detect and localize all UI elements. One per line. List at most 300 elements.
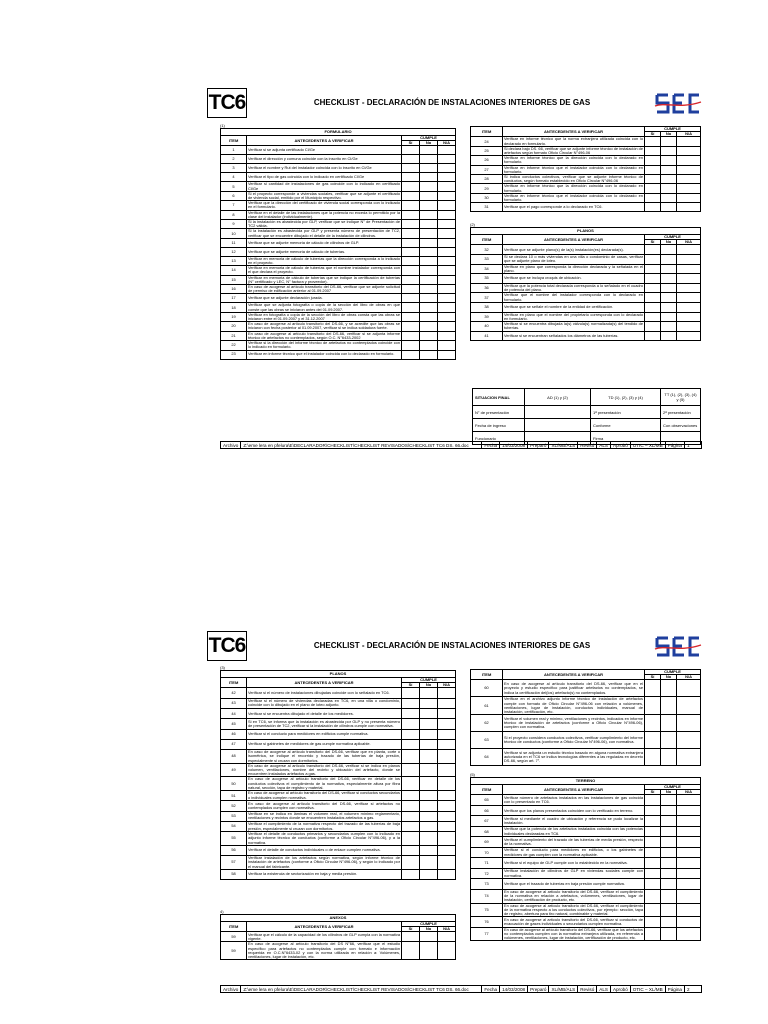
- checkbox-no[interactable]: [661, 302, 677, 312]
- checkbox-no[interactable]: [420, 709, 438, 719]
- checkbox-no[interactable]: [661, 826, 677, 837]
- checkbox-si[interactable]: [402, 220, 420, 229]
- checkbox-si[interactable]: [402, 294, 420, 303]
- checkbox-si[interactable]: [402, 312, 420, 321]
- page-footer: [220, 985, 702, 993]
- checkbox-na[interactable]: [438, 266, 456, 275]
- checkbox-na[interactable]: [438, 164, 456, 173]
- checkbox-na[interactable]: [677, 274, 701, 284]
- checkbox-na[interactable]: [438, 146, 456, 155]
- checkbox-na[interactable]: [438, 932, 456, 942]
- conforme-label: Conforme: [591, 419, 661, 432]
- checkbox-na[interactable]: [677, 156, 701, 165]
- item-number: 57: [221, 856, 247, 870]
- checkbox-si[interactable]: [645, 868, 661, 879]
- checkbox-si[interactable]: [645, 165, 661, 174]
- checkbox-na[interactable]: [677, 175, 701, 184]
- checkbox-no[interactable]: [420, 201, 438, 210]
- checkbox-si[interactable]: [402, 191, 420, 200]
- checkbox-no[interactable]: [661, 917, 677, 928]
- table-row: [221, 247, 456, 256]
- checkbox-si[interactable]: [402, 155, 420, 164]
- item-number: 9: [221, 220, 247, 229]
- checkbox-no[interactable]: [420, 220, 438, 229]
- checkbox-na[interactable]: [677, 749, 701, 766]
- checkbox-si[interactable]: [402, 238, 420, 247]
- checkbox-no[interactable]: [420, 739, 438, 749]
- checkbox-si[interactable]: [645, 264, 661, 274]
- checkbox-na[interactable]: [677, 165, 701, 174]
- table-row: [221, 942, 456, 960]
- checkbox-na[interactable]: [438, 341, 456, 350]
- checkbox-na[interactable]: [677, 868, 701, 879]
- checkbox-na[interactable]: [438, 777, 456, 791]
- table-row: [471, 274, 701, 284]
- checkbox-si[interactable]: [402, 285, 420, 294]
- checkbox-no[interactable]: [661, 889, 677, 903]
- checkbox-si[interactable]: [645, 203, 661, 212]
- checkbox-no[interactable]: [661, 795, 677, 806]
- checkbox-no[interactable]: [420, 210, 438, 219]
- checkbox-na[interactable]: [677, 805, 701, 816]
- checkbox-si[interactable]: [402, 719, 420, 729]
- checkbox-no[interactable]: [420, 350, 438, 359]
- col-si: Sí: [645, 240, 661, 245]
- checkbox-na[interactable]: [677, 331, 701, 341]
- checkbox-na[interactable]: [438, 719, 456, 729]
- checkbox-na[interactable]: [677, 837, 701, 848]
- item-text: En caso de acogerse al artículo transitorio del DS-66, verificar si se indica en planos volumen, ventilaciones, nombre del recinto y ubicación del artefacto, donde se encuentren instalados artefactos a gas.: [248, 763, 400, 777]
- checkbox-na[interactable]: [677, 903, 701, 917]
- table-row: [471, 193, 701, 202]
- checkbox-no[interactable]: [661, 203, 677, 212]
- item-text: Verificar si cantidad de instalaciones de gas coincide con lo indicado en certificado CI/Ge: [248, 181, 400, 191]
- checkbox-no[interactable]: [661, 312, 677, 322]
- checkbox-si[interactable]: [402, 932, 420, 942]
- checkbox-na[interactable]: [438, 312, 456, 321]
- checkbox-no[interactable]: [420, 303, 438, 312]
- checkbox-na[interactable]: [438, 791, 456, 801]
- checkbox-si[interactable]: [645, 146, 661, 155]
- checkbox-no[interactable]: [661, 927, 677, 941]
- checkbox-no[interactable]: [420, 777, 438, 791]
- checkbox-si[interactable]: [645, 156, 661, 165]
- checkbox-no[interactable]: [661, 165, 677, 174]
- item-number: 70: [471, 847, 503, 858]
- checkbox-no[interactable]: [420, 763, 438, 777]
- table-row: [471, 697, 701, 715]
- checkbox-na[interactable]: [438, 247, 456, 256]
- checkbox-si[interactable]: [402, 801, 420, 811]
- checkbox-si[interactable]: [645, 749, 661, 766]
- checkbox-si[interactable]: [402, 856, 420, 870]
- checkbox-na[interactable]: [438, 709, 456, 719]
- checkbox-no[interactable]: [420, 182, 438, 191]
- checkbox-no[interactable]: [420, 869, 438, 879]
- checkbox-no[interactable]: [420, 845, 438, 855]
- checkbox-no[interactable]: [420, 811, 438, 821]
- checkbox-si[interactable]: [645, 175, 661, 184]
- checkbox-si[interactable]: [645, 858, 661, 869]
- item-text: Verificar que el cálculo de la capacidad de los cilindros de GLP cumpla con la normativa vigente.: [248, 931, 400, 941]
- col-si: Sí: [645, 132, 661, 137]
- checkbox-no[interactable]: [420, 312, 438, 321]
- checkbox-no[interactable]: [420, 294, 438, 303]
- checkbox-no[interactable]: [661, 732, 677, 749]
- checkbox-si[interactable]: [402, 201, 420, 210]
- item-text: Verificar si el número de instalaciones dibujadas coincide con lo señalado en TC6.: [247, 688, 402, 698]
- checkbox-na[interactable]: [438, 811, 456, 821]
- checkbox-na[interactable]: [438, 238, 456, 247]
- checkbox-na[interactable]: [677, 146, 701, 155]
- checkbox-si[interactable]: [645, 847, 661, 858]
- checkbox-no[interactable]: [661, 837, 677, 848]
- table-anexos-cont: [470, 669, 701, 766]
- situacion-label: SITUACION FINAL: [473, 389, 525, 406]
- checkbox-no[interactable]: [661, 680, 677, 697]
- checkbox-na[interactable]: [677, 245, 701, 255]
- checkbox-na[interactable]: [438, 750, 456, 764]
- checkbox-na[interactable]: [438, 303, 456, 312]
- checkbox-no[interactable]: [420, 729, 438, 739]
- checkbox-no[interactable]: [420, 238, 438, 247]
- checkbox-no[interactable]: [420, 191, 438, 200]
- checkbox-no[interactable]: [420, 341, 438, 350]
- checkbox-na[interactable]: [677, 715, 701, 732]
- col-item: ITEM: [471, 670, 503, 680]
- checkbox-si[interactable]: [645, 732, 661, 749]
- checkbox-no[interactable]: [420, 801, 438, 811]
- checkbox-si[interactable]: [402, 729, 420, 739]
- checkbox-si[interactable]: [645, 274, 661, 284]
- table-row: [221, 182, 456, 191]
- checkbox-si[interactable]: [402, 182, 420, 191]
- checkbox-na[interactable]: [677, 917, 701, 928]
- checkbox-si[interactable]: [402, 709, 420, 719]
- item-number: 67: [471, 816, 503, 827]
- checkbox-si[interactable]: [645, 331, 661, 341]
- checkbox-na[interactable]: [438, 220, 456, 229]
- table-row: [221, 777, 456, 791]
- checkbox-no[interactable]: [420, 821, 438, 831]
- table-row: [221, 173, 456, 182]
- firma-label: Firma: [591, 432, 661, 445]
- checkbox-na[interactable]: [438, 201, 456, 210]
- checkbox-si[interactable]: [402, 845, 420, 855]
- checkbox-na[interactable]: [438, 845, 456, 855]
- item-number: 55: [221, 832, 247, 846]
- checkbox-no[interactable]: [661, 175, 677, 184]
- checkbox-si[interactable]: [402, 821, 420, 831]
- checkbox-no[interactable]: [661, 858, 677, 869]
- checkbox-na[interactable]: [677, 293, 701, 303]
- checkbox-na[interactable]: [438, 285, 456, 294]
- checkbox-si[interactable]: [645, 903, 661, 917]
- checkbox-no[interactable]: [420, 173, 438, 182]
- presentacion-value[interactable]: [525, 406, 591, 419]
- checkbox-na[interactable]: [677, 137, 701, 146]
- checkbox-si[interactable]: [402, 832, 420, 846]
- checkbox-na[interactable]: [438, 182, 456, 191]
- checkbox-na[interactable]: [438, 322, 456, 331]
- checkbox-na[interactable]: [438, 210, 456, 219]
- checkbox-no[interactable]: [661, 868, 677, 879]
- checkbox-no[interactable]: [420, 256, 438, 265]
- checkbox-no[interactable]: [661, 331, 677, 341]
- checkbox-na[interactable]: [438, 256, 456, 265]
- checkbox-no[interactable]: [420, 155, 438, 164]
- checkbox-si[interactable]: [402, 256, 420, 265]
- checkbox-no[interactable]: [420, 932, 438, 942]
- table-row: [471, 858, 701, 869]
- checkbox-si[interactable]: [645, 805, 661, 816]
- item-text: Verificar que se señale el nombre de la entidad de certificación.: [503, 302, 645, 312]
- checkbox-no[interactable]: [420, 750, 438, 764]
- checkbox-na[interactable]: [438, 856, 456, 870]
- checkbox-si[interactable]: [645, 816, 661, 827]
- checkbox-si[interactable]: [402, 942, 420, 960]
- checkbox-si[interactable]: [645, 184, 661, 193]
- item-text: Verificar si el conducto para medidores en edificios cumple normativa.: [247, 729, 402, 739]
- checkbox-na[interactable]: [438, 229, 456, 238]
- checkbox-no[interactable]: [661, 879, 677, 890]
- checkbox-no[interactable]: [661, 255, 677, 265]
- checkbox-na[interactable]: [677, 312, 701, 322]
- checkbox-si[interactable]: [402, 247, 420, 256]
- checkbox-no[interactable]: [420, 688, 438, 698]
- checkbox-si[interactable]: [645, 917, 661, 928]
- section-title: PLANOS: [221, 671, 456, 678]
- checkbox-na[interactable]: [677, 302, 701, 312]
- checkbox-na[interactable]: [677, 795, 701, 806]
- checkbox-na[interactable]: [438, 173, 456, 182]
- item-text: Verificar si el conducto para medidores en edificios, o los gabinetes de medidores de gas cumplen con la normativa aplicable.: [504, 847, 643, 857]
- checkbox-na[interactable]: [438, 739, 456, 749]
- checkbox-na[interactable]: [438, 763, 456, 777]
- item-number: 31: [471, 203, 503, 212]
- item-text: Verificar el dirección y comuna coincide con la inscrito en CI/Ge: [247, 155, 402, 164]
- checkbox-na[interactable]: [677, 255, 701, 265]
- fecha-ingreso-value[interactable]: [525, 419, 591, 432]
- item-number: 76: [471, 917, 503, 928]
- checkbox-na[interactable]: [677, 184, 701, 193]
- checkbox-na[interactable]: [677, 826, 701, 837]
- checkbox-si[interactable]: [402, 229, 420, 238]
- checkbox-na[interactable]: [677, 193, 701, 202]
- checkbox-si[interactable]: [645, 245, 661, 255]
- checkbox-na[interactable]: [677, 889, 701, 903]
- checkbox-na[interactable]: [438, 832, 456, 846]
- pagina-value: 1: [686, 443, 690, 448]
- checkbox-na[interactable]: [438, 688, 456, 698]
- checkbox-na[interactable]: [438, 294, 456, 303]
- checkbox-na[interactable]: [438, 275, 456, 284]
- checkbox-no[interactable]: [661, 749, 677, 766]
- checkbox-no[interactable]: [661, 805, 677, 816]
- checkbox-na[interactable]: [677, 283, 701, 293]
- checkbox-si[interactable]: [645, 193, 661, 202]
- checkbox-si[interactable]: [402, 763, 420, 777]
- section-number: (3): [220, 665, 225, 670]
- checkbox-si[interactable]: [645, 293, 661, 303]
- checkbox-no[interactable]: [420, 275, 438, 284]
- checkbox-no[interactable]: [661, 245, 677, 255]
- checkbox-si[interactable]: [402, 739, 420, 749]
- checkbox-si[interactable]: [402, 791, 420, 801]
- checkbox-no[interactable]: [420, 247, 438, 256]
- table-row: [471, 816, 701, 827]
- checkbox-no[interactable]: [661, 847, 677, 858]
- checkbox-no[interactable]: [661, 816, 677, 827]
- checkbox-na[interactable]: [438, 191, 456, 200]
- checkbox-no[interactable]: [661, 156, 677, 165]
- checkbox-si[interactable]: [402, 275, 420, 284]
- checkbox-si[interactable]: [402, 266, 420, 275]
- checkbox-no[interactable]: [420, 942, 438, 960]
- checkbox-no[interactable]: [661, 274, 677, 284]
- checkbox-no[interactable]: [661, 715, 677, 732]
- checkbox-na[interactable]: [677, 322, 701, 332]
- checkbox-na[interactable]: [677, 927, 701, 941]
- checkbox-no[interactable]: [420, 322, 438, 331]
- table-row: [221, 285, 456, 294]
- item-number: 72: [471, 868, 503, 879]
- checkbox-no[interactable]: [661, 293, 677, 303]
- checkbox-si[interactable]: [645, 879, 661, 890]
- checkbox-si[interactable]: [402, 811, 420, 821]
- checkbox-si[interactable]: [402, 698, 420, 708]
- item-number: 17: [221, 294, 247, 303]
- checkbox-si[interactable]: [645, 312, 661, 322]
- checkbox-no[interactable]: [420, 229, 438, 238]
- checkbox-na[interactable]: [438, 869, 456, 879]
- item-text: Verificar que el nombre del instalador corresponda con lo declarado en formulario.: [504, 292, 643, 302]
- checkbox-no[interactable]: [420, 266, 438, 275]
- checkbox-no[interactable]: [661, 322, 677, 332]
- checkbox-si[interactable]: [645, 302, 661, 312]
- checkbox-na[interactable]: [677, 264, 701, 274]
- page-title: CHECKLIST - DECLARACIÓN DE INSTALACIONES INTERIORES DE GAS: [313, 98, 591, 107]
- checkbox-si[interactable]: [402, 173, 420, 182]
- checkbox-na[interactable]: [438, 821, 456, 831]
- checkbox-si[interactable]: [402, 688, 420, 698]
- col-no: No: [661, 240, 677, 245]
- checkbox-no[interactable]: [420, 698, 438, 708]
- section-title: ANEXOS: [221, 915, 456, 922]
- checkbox-no[interactable]: [661, 283, 677, 293]
- checkbox-no[interactable]: [420, 832, 438, 846]
- checkbox-no[interactable]: [420, 146, 438, 155]
- checkbox-no[interactable]: [661, 264, 677, 274]
- checkbox-si[interactable]: [645, 255, 661, 265]
- checkbox-no[interactable]: [420, 331, 438, 340]
- form-code: TC6: [207, 88, 247, 118]
- checkbox-na[interactable]: [438, 942, 456, 960]
- table-row: [221, 869, 456, 879]
- checkbox-na[interactable]: [677, 879, 701, 890]
- checkbox-na[interactable]: [438, 801, 456, 811]
- table-row: [471, 680, 701, 697]
- checkbox-si[interactable]: [402, 210, 420, 219]
- checkbox-no[interactable]: [420, 719, 438, 729]
- checkbox-si[interactable]: [645, 697, 661, 715]
- checkbox-si[interactable]: [402, 322, 420, 331]
- checkbox-no[interactable]: [420, 285, 438, 294]
- checkbox-si[interactable]: [402, 341, 420, 350]
- item-number: 68: [471, 826, 503, 837]
- checkbox-na[interactable]: [438, 698, 456, 708]
- checkbox-no[interactable]: [420, 791, 438, 801]
- col-item: ITEM: [221, 678, 247, 688]
- checkbox-si[interactable]: [645, 322, 661, 332]
- table-row: [471, 826, 701, 837]
- checkbox-si[interactable]: [645, 715, 661, 732]
- checkbox-na[interactable]: [438, 331, 456, 340]
- checkbox-si[interactable]: [645, 680, 661, 697]
- checkbox-si[interactable]: [402, 350, 420, 359]
- checkbox-si[interactable]: [645, 137, 661, 146]
- col-si: Sí: [402, 141, 420, 146]
- checkbox-no[interactable]: [661, 137, 677, 146]
- checkbox-si[interactable]: [402, 331, 420, 340]
- checkbox-na[interactable]: [677, 847, 701, 858]
- checkbox-na[interactable]: [677, 680, 701, 697]
- checkbox-no[interactable]: [661, 903, 677, 917]
- checkbox-no[interactable]: [661, 193, 677, 202]
- item-text: Verificar la existencia de sectorización en baja y media presión.: [247, 869, 402, 879]
- item-text: Verificar que se adjunte memoria de cálculo de cilindros de GLP.: [247, 238, 402, 247]
- checkbox-si[interactable]: [402, 750, 420, 764]
- checkbox-si[interactable]: [402, 303, 420, 312]
- archivo-path: Z:\eme lera en pfelura\E\DECLARADOR\CHECKLIST\CHECKLIST REVISADOS\CHECKLIST TC6 DS. 66.doc: [241, 986, 482, 993]
- checkbox-na[interactable]: [438, 350, 456, 359]
- checkbox-na[interactable]: [677, 732, 701, 749]
- checkbox-si[interactable]: [645, 889, 661, 903]
- checkbox-si[interactable]: [645, 795, 661, 806]
- checkbox-si[interactable]: [402, 777, 420, 791]
- item-number: 15: [221, 275, 247, 284]
- item-number: 65: [471, 795, 503, 806]
- table-row: [471, 917, 701, 928]
- checkbox-si[interactable]: [645, 826, 661, 837]
- checkbox-si[interactable]: [402, 146, 420, 155]
- checkbox-na[interactable]: [677, 816, 701, 827]
- fecha-label: Fecha: [482, 986, 500, 993]
- checkbox-na[interactable]: [677, 858, 701, 869]
- checkbox-no[interactable]: [661, 146, 677, 155]
- checkbox-na[interactable]: [438, 155, 456, 164]
- item-text: Verificar en se indica en láminas el volumen real, el volumen mínimo reglamentario, ventilaciones y recintos donde se encuentren instalados artefactos a gas.: [248, 811, 400, 821]
- item-text: Verificar si el número de viviendas declaradas en TC6, en una villa o condominio, coincide con lo dibujado en el plano de loteo adjunto.: [248, 698, 400, 708]
- checkbox-no[interactable]: [661, 697, 677, 715]
- checkbox-si[interactable]: [645, 927, 661, 941]
- checkbox-na[interactable]: [438, 729, 456, 739]
- checkbox-si[interactable]: [645, 283, 661, 293]
- checkbox-si[interactable]: [402, 869, 420, 879]
- checkbox-no[interactable]: [420, 164, 438, 173]
- checkbox-si[interactable]: [402, 164, 420, 173]
- checkbox-no[interactable]: [420, 856, 438, 870]
- item-text: Si la instalación es abastecida por GLP, verificar que se indique N° de Presentación de TC2 válida.: [248, 219, 400, 229]
- item-number: 12: [221, 247, 247, 256]
- table-row: [471, 795, 701, 806]
- checkbox-si[interactable]: [645, 837, 661, 848]
- checkbox-na[interactable]: [677, 203, 701, 212]
- item-text: Verificar que se adjunta fotografía o copia de la sección del libro de obras en que conste que las obras se iniciaron antes del 01.09.2007.: [248, 302, 400, 312]
- item-number: 41: [471, 331, 503, 341]
- checkbox-no[interactable]: [661, 184, 677, 193]
- checkbox-na[interactable]: [677, 697, 701, 715]
